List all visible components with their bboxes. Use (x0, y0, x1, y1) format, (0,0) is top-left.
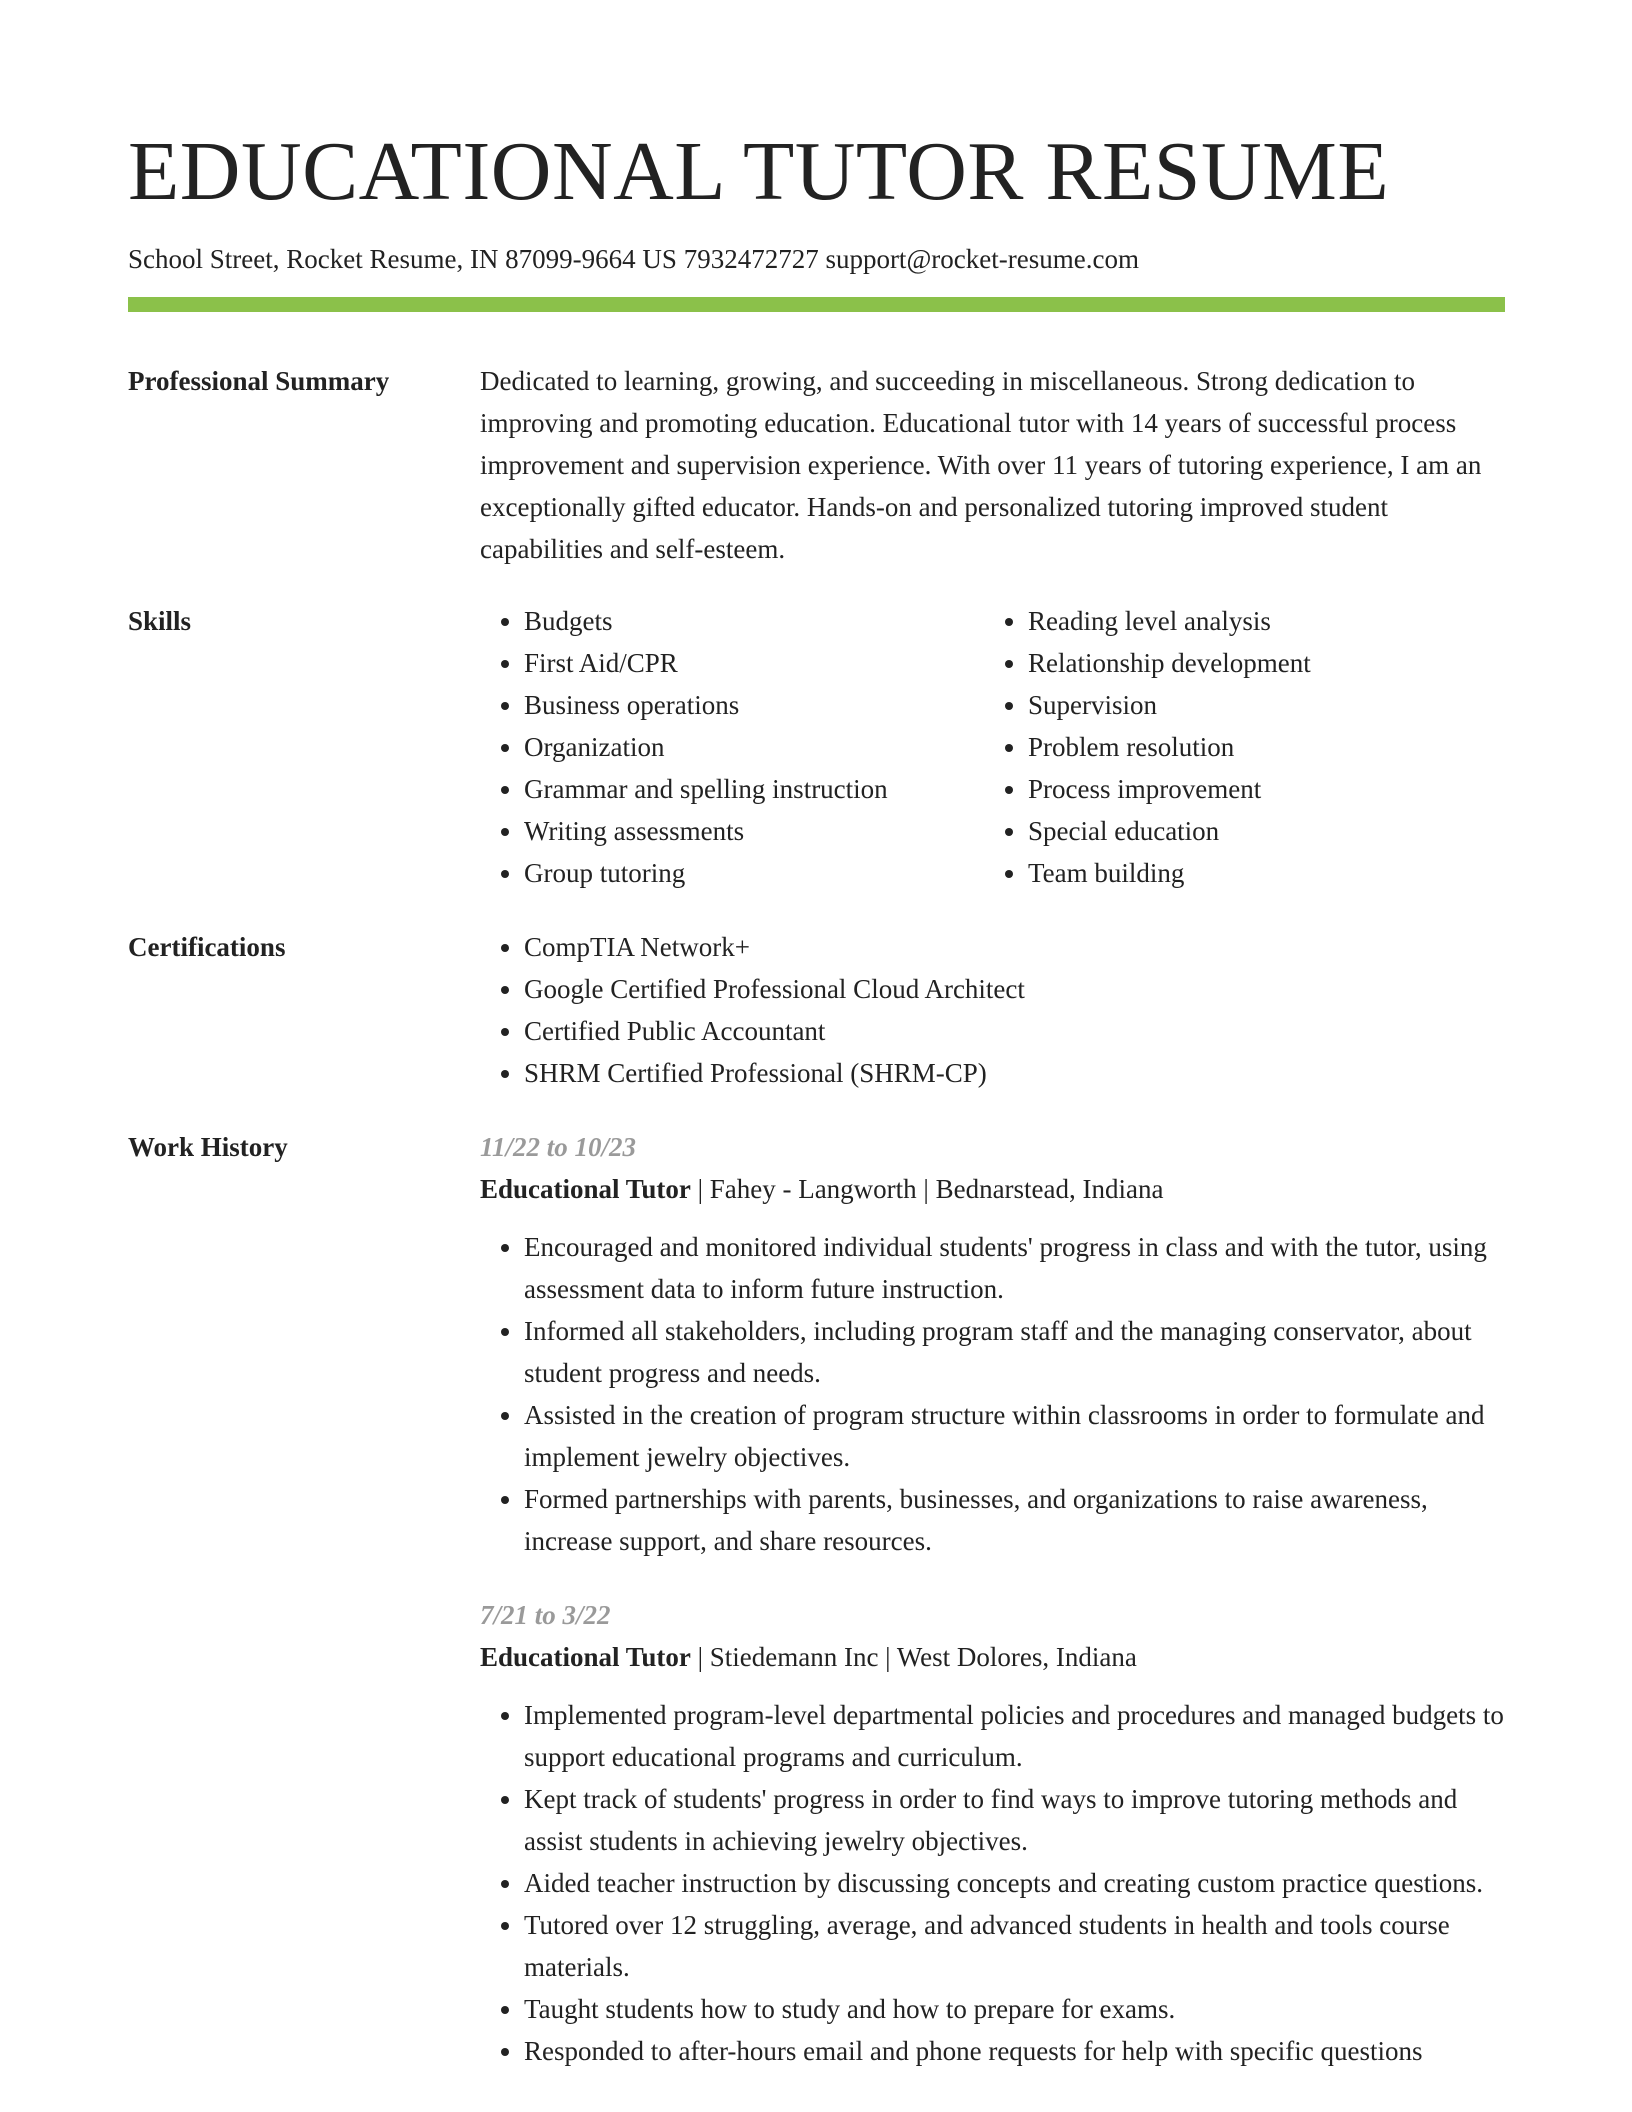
skill-item: • First Aid/CPR (524, 642, 984, 684)
certification-item: • Google Certified Professional Cloud Architect (524, 968, 1505, 1010)
skill-item: • Process improvement (1028, 768, 1488, 810)
work-history-section (128, 1126, 1505, 2072)
job-bullet: • Formed partnerships with parents, businesses, and organizations to raise awareness, increase support, and share resources. (524, 1478, 1505, 1562)
job-bullet: • Kept track of students' progress in order to find ways to improve tutoring methods and assist students in achieving jewelry objectives. (524, 1778, 1505, 1862)
skill-item: • Business operations (524, 684, 984, 726)
job-bullet: • Aided teacher instruction by discussing concepts and creating custom practice questions. (524, 1862, 1505, 1904)
job-bullet: • Tutored over 12 struggling, average, and advanced students in health and tools course materials. (524, 1904, 1505, 1988)
job-dates: 7/21 to 3/22 (480, 1600, 611, 1630)
job-title: Educational Tutor (480, 1642, 691, 1672)
skill-item: • Budgets (524, 600, 984, 642)
job-heading (480, 1636, 1505, 1678)
job-bullet: • Encouraged and monitored individual students' progress in class and with the tutor, using assessment data to inform future instruction. (524, 1226, 1505, 1310)
certification-item: • CompTIA Network+ (524, 926, 1505, 968)
job-details: | Stiedemann Inc | West Dolores, Indiana (690, 1642, 1137, 1672)
skill-item: • Grammar and spelling instruction (524, 768, 984, 810)
skill-item: • Team building (1028, 852, 1488, 894)
job-bullets (480, 1694, 1505, 2072)
certification-item: • SHRM Certified Professional (SHRM-CP) (524, 1052, 1505, 1094)
skills-grid (480, 600, 1505, 894)
resume-title: EDUCATIONAL TUTOR RESUME (128, 125, 1390, 218)
certifications-list (480, 926, 1505, 1094)
section-label-summary: Professional Summary (128, 366, 390, 396)
job-bullet: • Taught students how to study and how to prepare for exams. (524, 1988, 1505, 2030)
job-dates: 11/22 to 10/23 (480, 1132, 637, 1162)
skill-item: • Group tutoring (524, 852, 984, 894)
certifications-section (128, 926, 1505, 1094)
section-label-certifications: Certifications (128, 932, 286, 962)
accent-divider (128, 297, 1505, 312)
skill-item: • Organization (524, 726, 984, 768)
job-details: | Fahey - Langworth | Bednarstead, Indiana (690, 1174, 1164, 1204)
summary-section (128, 360, 1505, 570)
certification-item: • Certified Public Accountant (524, 1010, 1505, 1052)
certifications-body (480, 926, 1505, 1094)
skills-column-left (480, 600, 984, 894)
job-bullets (480, 1226, 1505, 1562)
contact-line: School Street, Rocket Resume, IN 87099-9664 US 7932472727 support@rocket-resume.com (128, 244, 1139, 274)
skill-item: • Reading level analysis (1028, 600, 1488, 642)
job-heading (480, 1168, 1505, 1210)
skill-item: • Supervision (1028, 684, 1488, 726)
work-history-body (480, 1126, 1505, 2072)
job-entry (480, 1126, 1505, 1562)
summary-text: Dedicated to learning, growing, and succeeding in miscellaneous. Strong dedication to improving and promoting education. Educational tutor with 14 years of successful process improvement and supervision experience. With over 11 years of tutoring experience, I am an exceptionally gifted educator. Hands-on and personalized tutoring improved student capabilities and self-esteem. (480, 366, 1482, 564)
job-bullet: • Informed all stakeholders, including program staff and the managing conservator, about student progress and needs. (524, 1310, 1505, 1394)
job-bullet: • Responded to after-hours email and phone requests for help with specific questions (524, 2030, 1505, 2072)
skill-item: • Problem resolution (1028, 726, 1488, 768)
skills-column-right (984, 600, 1488, 894)
job-bullet: • Assisted in the creation of program structure within classrooms in order to formulate and implement jewelry objectives. (524, 1394, 1505, 1478)
job-bullet: • Implemented program-level departmental policies and procedures and managed budgets to support educational programs and curriculum. (524, 1694, 1505, 1778)
job-entry (480, 1594, 1505, 2072)
skill-item: • Special education (1028, 810, 1488, 852)
skill-item: • Relationship development (1028, 642, 1488, 684)
section-label-skills: Skills (128, 606, 192, 636)
skills-list-left (480, 600, 984, 894)
section-label-work-history: Work History (128, 1132, 288, 1162)
skills-section (128, 600, 1505, 894)
skills-list-right (984, 600, 1488, 894)
skill-item: • Writing assessments (524, 810, 984, 852)
job-title: Educational Tutor (480, 1174, 691, 1204)
